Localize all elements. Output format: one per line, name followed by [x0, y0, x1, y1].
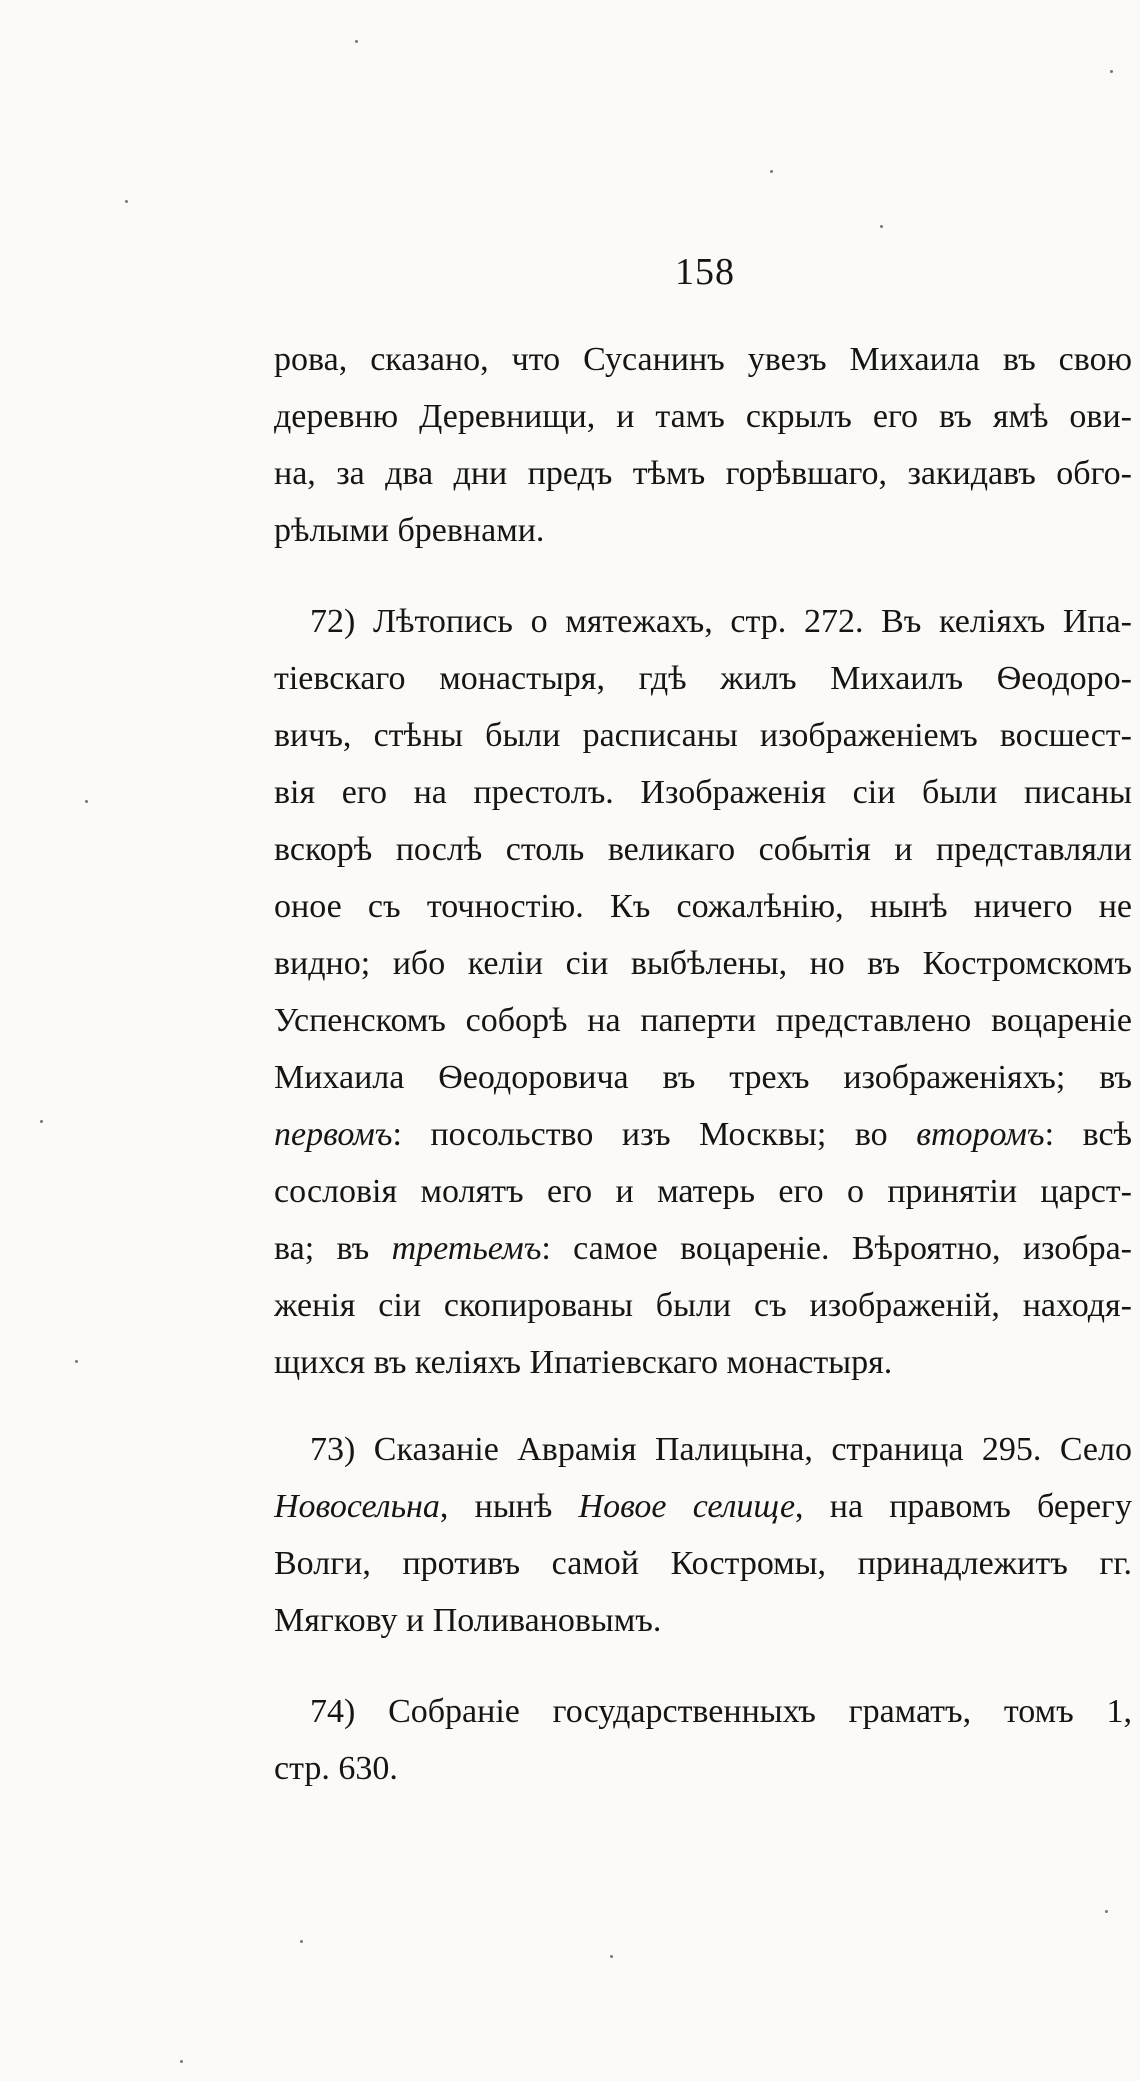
note-74 — [274, 1683, 1132, 1797]
text-line: 72) Лѣтопись о мятежахъ, стр. 272. Въ келіяхъ Ипа- — [310, 603, 1132, 640]
text-line: деревню Деревнищи, и тамъ скрылъ его въ ямѣ ови- — [274, 398, 1132, 435]
text-span: , нынѣ — [439, 1488, 579, 1525]
text-line: женія сіи скопированы были съ изображеній, находя- — [274, 1287, 1132, 1324]
italic-term: Новое селище — [578, 1488, 796, 1525]
text-line: тіевскаго монастыря, гдѣ жилъ Михаилъ Ѳеодоро- — [274, 660, 1132, 697]
note-73 — [274, 1421, 1132, 1649]
text-line: Михаила Ѳеодоровича въ трехъ изображеніяхъ; въ — [274, 1059, 1132, 1096]
text-line: видно; ибо келіи сіи выбѣлены, но въ Костромскомъ — [274, 945, 1132, 982]
italic-term: Новосельна — [274, 1488, 440, 1525]
scan-speck — [180, 2060, 183, 2063]
text-line: 74) Собраніе государственныхъ граматъ, томъ 1, — [310, 1693, 1132, 1730]
scan-speck — [770, 170, 773, 173]
scan-speck — [40, 1120, 43, 1123]
scan-speck — [75, 1360, 78, 1363]
text-span: , на правомъ берегу — [795, 1488, 1132, 1525]
text-line: вичъ, стѣны были расписаны изображеніемъ восшест- — [274, 717, 1132, 754]
continuation-paragraph — [274, 331, 1132, 559]
scan-speck — [125, 200, 128, 203]
text-line: 73) Сказаніе Аврамія Палицына, страница 295. Село — [310, 1431, 1132, 1468]
scan-speck — [300, 1940, 303, 1943]
italic-term: третьемъ — [391, 1230, 542, 1267]
scan-speck — [85, 800, 88, 803]
scan-speck — [1110, 70, 1113, 73]
text-span: : самое воцареніе. Вѣроятно, изобра- — [541, 1230, 1132, 1267]
text-line: оное съ точностію. Къ сожалѣнію, нынѣ ничего не — [274, 888, 1132, 925]
scan-speck — [355, 40, 358, 43]
text-line: Волги, противъ самой Костромы, принадлежитъ гг. — [274, 1545, 1132, 1582]
text-line: вія его на престолъ. Изображенія сіи были писаны — [274, 774, 1132, 811]
text-line: щихся въ келіяхъ Ипатіевскаго монастыря. — [274, 1344, 893, 1381]
text-line: стр. 630. — [274, 1750, 398, 1787]
text-line: Мягкову и Поливановымъ. — [274, 1602, 662, 1639]
page-number: 158 — [675, 251, 735, 293]
scan-speck — [610, 1955, 613, 1958]
text-span: : всѣ — [1044, 1116, 1132, 1153]
note-72 — [274, 593, 1132, 1391]
text-line: рѣлыми бревнами. — [274, 512, 545, 549]
scan-speck — [1105, 1910, 1108, 1913]
text-line: на, за два дни предъ тѣмъ горѣвшаго, закидавъ обго- — [274, 455, 1132, 492]
text-line: рова, сказано, что Сусанинъ увезъ Михаила въ свою — [274, 341, 1132, 378]
text-line — [274, 1478, 1132, 1535]
text-line: Успенскомъ соборѣ на паперти представлено воцареніе — [274, 1002, 1132, 1039]
text-span: ва; въ — [274, 1230, 392, 1267]
text-span: : посольство изъ Москвы; во — [392, 1116, 917, 1153]
text-line — [274, 1106, 1132, 1163]
italic-term: второмъ — [916, 1116, 1045, 1153]
text-line — [274, 1220, 1132, 1277]
scan-speck — [880, 225, 883, 228]
italic-term: первомъ — [274, 1116, 393, 1153]
text-line: сословія молятъ его и матерь его о принятіи царст- — [274, 1173, 1132, 1210]
text-line: вскорѣ послѣ столь великаго событія и представляли — [274, 831, 1132, 868]
